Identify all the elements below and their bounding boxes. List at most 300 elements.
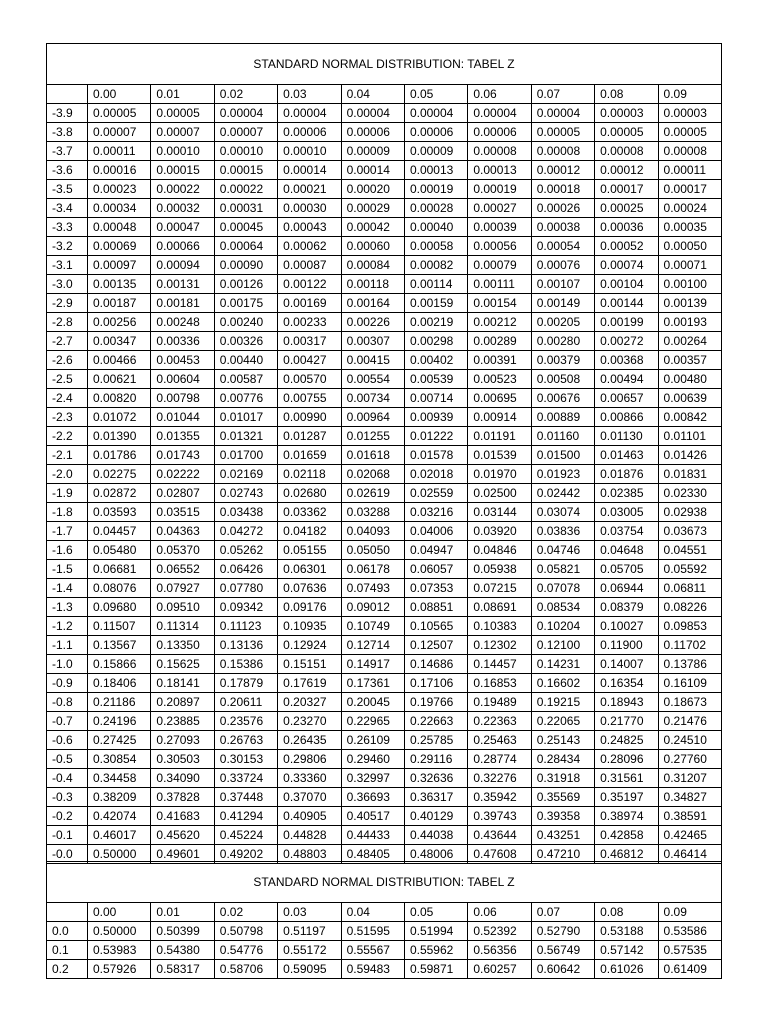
column-header: 0.03 (278, 85, 341, 104)
z-value-cell: -2.0 (47, 465, 88, 484)
probability-cell: 0.00006 (341, 123, 404, 142)
probability-cell: 0.00212 (468, 313, 531, 332)
probability-cell: 0.00023 (88, 180, 151, 199)
probability-cell: 0.00587 (214, 370, 277, 389)
probability-cell: 0.27425 (88, 731, 151, 750)
probability-cell: 0.00094 (151, 256, 214, 275)
probability-cell: 0.02938 (658, 503, 721, 522)
probability-cell: 0.53586 (658, 922, 721, 941)
probability-cell: 0.02068 (341, 465, 404, 484)
probability-cell: 0.00004 (278, 104, 341, 123)
probability-cell: 0.00026 (531, 199, 594, 218)
table-row (47, 256, 722, 275)
probability-cell: 0.00005 (531, 123, 594, 142)
probability-cell: 0.00866 (595, 408, 658, 427)
probability-cell: 0.04648 (595, 541, 658, 560)
probability-cell: 0.03920 (468, 522, 531, 541)
probability-cell: 0.30503 (151, 750, 214, 769)
probability-cell: 0.01321 (214, 427, 277, 446)
column-header: 0.00 (88, 85, 151, 104)
table-row (47, 123, 722, 142)
probability-cell: 0.29806 (278, 750, 341, 769)
table-row (47, 769, 722, 788)
z-value-cell: -1.9 (47, 484, 88, 503)
probability-cell: 0.00272 (595, 332, 658, 351)
probability-cell: 0.14686 (404, 655, 467, 674)
probability-cell: 0.00494 (595, 370, 658, 389)
probability-cell: 0.35942 (468, 788, 531, 807)
probability-cell: 0.00031 (214, 199, 277, 218)
table-row (47, 332, 722, 351)
z-value-cell: -3.5 (47, 180, 88, 199)
z-value-cell: -2.1 (47, 446, 88, 465)
probability-cell: 0.01539 (468, 446, 531, 465)
z-value-cell: -1.8 (47, 503, 88, 522)
probability-cell: 0.00018 (531, 180, 594, 199)
probability-cell: 0.00126 (214, 275, 277, 294)
probability-cell: 0.24825 (595, 731, 658, 750)
probability-cell: 0.13567 (88, 636, 151, 655)
probability-cell: 0.00149 (531, 294, 594, 313)
probability-cell: 0.05938 (468, 560, 531, 579)
probability-cell: 0.28774 (468, 750, 531, 769)
probability-cell: 0.00013 (404, 161, 467, 180)
probability-cell: 0.01191 (468, 427, 531, 446)
probability-cell: 0.55567 (341, 941, 404, 960)
probability-cell: 0.26109 (341, 731, 404, 750)
probability-cell: 0.00029 (341, 199, 404, 218)
probability-cell: 0.00020 (341, 180, 404, 199)
probability-cell: 0.54380 (151, 941, 214, 960)
z-table-negative (46, 43, 722, 864)
probability-cell: 0.19489 (468, 693, 531, 712)
probability-cell: 0.05050 (341, 541, 404, 560)
probability-cell: 0.20045 (341, 693, 404, 712)
probability-cell: 0.08076 (88, 579, 151, 598)
table-row (47, 180, 722, 199)
table-row (47, 104, 722, 123)
probability-cell: 0.00159 (404, 294, 467, 313)
probability-cell: 0.58317 (151, 960, 214, 979)
probability-cell: 0.07353 (404, 579, 467, 598)
probability-cell: 0.00036 (595, 218, 658, 237)
probability-cell: 0.57142 (595, 941, 658, 960)
table-row (47, 275, 722, 294)
probability-cell: 0.35197 (595, 788, 658, 807)
column-header-row (47, 85, 722, 104)
probability-cell: 0.00010 (214, 142, 277, 161)
table-row (47, 522, 722, 541)
probability-cell: 0.04363 (151, 522, 214, 541)
probability-cell: 0.00017 (595, 180, 658, 199)
probability-cell: 0.00043 (278, 218, 341, 237)
probability-cell: 0.00004 (404, 104, 467, 123)
z-value-cell: -3.7 (47, 142, 88, 161)
probability-cell: 0.00006 (468, 123, 531, 142)
probability-cell: 0.38974 (595, 807, 658, 826)
probability-cell: 0.13350 (151, 636, 214, 655)
probability-cell: 0.01500 (531, 446, 594, 465)
probability-cell: 0.00048 (88, 218, 151, 237)
probability-cell: 0.00040 (404, 218, 467, 237)
probability-cell: 0.04846 (468, 541, 531, 560)
probability-cell: 0.48803 (278, 845, 341, 864)
probability-cell: 0.60642 (531, 960, 594, 979)
corner-cell (47, 903, 88, 922)
probability-cell: 0.08379 (595, 598, 658, 617)
probability-cell: 0.10204 (531, 617, 594, 636)
probability-cell: 0.20897 (151, 693, 214, 712)
probability-cell: 0.00039 (468, 218, 531, 237)
probability-cell: 0.14007 (595, 655, 658, 674)
probability-cell: 0.00169 (278, 294, 341, 313)
probability-cell: 0.08691 (468, 598, 531, 617)
probability-cell: 0.00058 (404, 237, 467, 256)
probability-cell: 0.00007 (214, 123, 277, 142)
probability-cell: 0.51197 (278, 922, 341, 941)
probability-cell: 0.00734 (341, 389, 404, 408)
probability-cell: 0.61409 (658, 960, 721, 979)
probability-cell: 0.06178 (341, 560, 404, 579)
probability-cell: 0.00069 (88, 237, 151, 256)
z-value-cell: -2.7 (47, 332, 88, 351)
probability-cell: 0.10565 (404, 617, 467, 636)
probability-cell: 0.10383 (468, 617, 531, 636)
probability-cell: 0.03005 (595, 503, 658, 522)
probability-cell: 0.10027 (595, 617, 658, 636)
table-row (47, 579, 722, 598)
probability-cell: 0.00042 (341, 218, 404, 237)
probability-cell: 0.59871 (404, 960, 467, 979)
probability-cell: 0.39743 (468, 807, 531, 826)
probability-cell: 0.03836 (531, 522, 594, 541)
column-header: 0.01 (151, 85, 214, 104)
probability-cell: 0.05705 (595, 560, 658, 579)
z-value-cell: -3.2 (47, 237, 88, 256)
probability-cell: 0.00005 (88, 104, 151, 123)
probability-cell: 0.11507 (88, 617, 151, 636)
probability-cell: 0.12100 (531, 636, 594, 655)
probability-cell: 0.00964 (341, 408, 404, 427)
probability-cell: 0.00144 (595, 294, 658, 313)
probability-cell: 0.00508 (531, 370, 594, 389)
probability-cell: 0.00032 (151, 199, 214, 218)
probability-cell: 0.00307 (341, 332, 404, 351)
probability-cell: 0.00264 (658, 332, 721, 351)
probability-cell: 0.06811 (658, 579, 721, 598)
probability-cell: 0.20327 (278, 693, 341, 712)
probability-cell: 0.00193 (658, 313, 721, 332)
probability-cell: 0.42858 (595, 826, 658, 845)
probability-cell: 0.00199 (595, 313, 658, 332)
probability-cell: 0.00022 (214, 180, 277, 199)
probability-cell: 0.17879 (214, 674, 277, 693)
probability-cell: 0.00022 (151, 180, 214, 199)
probability-cell: 0.01786 (88, 446, 151, 465)
probability-cell: 0.05821 (531, 560, 594, 579)
probability-cell: 0.00013 (468, 161, 531, 180)
probability-cell: 0.38209 (88, 788, 151, 807)
probability-cell: 0.27760 (658, 750, 721, 769)
probability-cell: 0.01578 (404, 446, 467, 465)
probability-cell: 0.08226 (658, 598, 721, 617)
probability-cell: 0.39358 (531, 807, 594, 826)
probability-cell: 0.02872 (88, 484, 151, 503)
probability-cell: 0.48405 (341, 845, 404, 864)
column-header: 0.04 (341, 85, 404, 104)
table-row (47, 503, 722, 522)
probability-cell: 0.37448 (214, 788, 277, 807)
probability-cell: 0.01876 (595, 465, 658, 484)
probability-cell: 0.00154 (468, 294, 531, 313)
probability-cell: 0.45224 (214, 826, 277, 845)
z-value-cell: -2.3 (47, 408, 88, 427)
probability-cell: 0.02680 (278, 484, 341, 503)
probability-cell: 0.01743 (151, 446, 214, 465)
probability-cell: 0.06426 (214, 560, 277, 579)
probability-cell: 0.34090 (151, 769, 214, 788)
probability-cell: 0.23576 (214, 712, 277, 731)
probability-cell: 0.00676 (531, 389, 594, 408)
probability-cell: 0.05480 (88, 541, 151, 560)
table-title: STANDARD NORMAL DISTRIBUTION: TABEL Z (47, 44, 722, 85)
probability-cell: 0.00009 (341, 142, 404, 161)
probability-cell: 0.35569 (531, 788, 594, 807)
z-value-cell: -3.0 (47, 275, 88, 294)
probability-cell: 0.01255 (341, 427, 404, 446)
probability-cell: 0.00010 (278, 142, 341, 161)
table-row (47, 313, 722, 332)
probability-cell: 0.00326 (214, 332, 277, 351)
table-row (47, 693, 722, 712)
probability-cell: 0.10935 (278, 617, 341, 636)
probability-cell: 0.00005 (595, 123, 658, 142)
column-header: 0.02 (214, 85, 277, 104)
probability-cell: 0.00074 (595, 256, 658, 275)
probability-cell: 0.16853 (468, 674, 531, 693)
probability-cell: 0.09680 (88, 598, 151, 617)
table-title-row (47, 44, 722, 85)
probability-cell: 0.41294 (214, 807, 277, 826)
probability-cell: 0.02442 (531, 484, 594, 503)
probability-cell: 0.40517 (341, 807, 404, 826)
probability-cell: 0.52392 (468, 922, 531, 941)
probability-cell: 0.00021 (278, 180, 341, 199)
probability-cell: 0.00071 (658, 256, 721, 275)
probability-cell: 0.06552 (151, 560, 214, 579)
probability-cell: 0.00011 (88, 142, 151, 161)
probability-cell: 0.03144 (468, 503, 531, 522)
probability-cell: 0.00135 (88, 275, 151, 294)
probability-cell: 0.51595 (341, 922, 404, 941)
probability-cell: 0.00008 (595, 142, 658, 161)
probability-cell: 0.10749 (341, 617, 404, 636)
probability-cell: 0.00280 (531, 332, 594, 351)
probability-cell: 0.20611 (214, 693, 277, 712)
probability-cell: 0.40905 (278, 807, 341, 826)
z-value-cell: -3.4 (47, 199, 88, 218)
table-row (47, 560, 722, 579)
table-row (47, 598, 722, 617)
probability-cell: 0.00289 (468, 332, 531, 351)
table-row (47, 199, 722, 218)
z-value-cell: -2.4 (47, 389, 88, 408)
probability-cell: 0.02500 (468, 484, 531, 503)
probability-cell: 0.32997 (341, 769, 404, 788)
probability-cell: 0.00131 (151, 275, 214, 294)
probability-cell: 0.18406 (88, 674, 151, 693)
probability-cell: 0.00008 (531, 142, 594, 161)
probability-cell: 0.00004 (214, 104, 277, 123)
probability-cell: 0.00570 (278, 370, 341, 389)
probability-cell: 0.00003 (595, 104, 658, 123)
probability-cell: 0.08851 (404, 598, 467, 617)
probability-cell: 0.04006 (404, 522, 467, 541)
probability-cell: 0.06944 (595, 579, 658, 598)
probability-cell: 0.00004 (341, 104, 404, 123)
probability-cell: 0.00050 (658, 237, 721, 256)
column-header: 0.06 (468, 85, 531, 104)
probability-cell: 0.03754 (595, 522, 658, 541)
probability-cell: 0.11123 (214, 617, 277, 636)
probability-cell: 0.00005 (658, 123, 721, 142)
probability-cell: 0.00122 (278, 275, 341, 294)
probability-cell: 0.44828 (278, 826, 341, 845)
probability-cell: 0.14917 (341, 655, 404, 674)
probability-cell: 0.07927 (151, 579, 214, 598)
table-row (47, 389, 722, 408)
probability-cell: 0.49202 (214, 845, 277, 864)
probability-cell: 0.16602 (531, 674, 594, 693)
probability-cell: 0.03216 (404, 503, 467, 522)
probability-cell: 0.46812 (595, 845, 658, 864)
probability-cell: 0.12924 (278, 636, 341, 655)
probability-cell: 0.09012 (341, 598, 404, 617)
z-value-cell: -0.2 (47, 807, 88, 826)
table-row (47, 465, 722, 484)
probability-cell: 0.61026 (595, 960, 658, 979)
probability-cell: 0.14457 (468, 655, 531, 674)
probability-cell: 0.40129 (404, 807, 467, 826)
probability-cell: 0.15151 (278, 655, 341, 674)
probability-cell: 0.23885 (151, 712, 214, 731)
table-row (47, 750, 722, 769)
probability-cell: 0.60257 (468, 960, 531, 979)
probability-cell: 0.02275 (88, 465, 151, 484)
column-header: 0.04 (341, 903, 404, 922)
column-header: 0.05 (404, 903, 467, 922)
probability-cell: 0.21770 (595, 712, 658, 731)
probability-cell: 0.00076 (531, 256, 594, 275)
probability-cell: 0.00175 (214, 294, 277, 313)
probability-cell: 0.00017 (658, 180, 721, 199)
z-value-cell: 0.1 (47, 941, 88, 960)
probability-cell: 0.06681 (88, 560, 151, 579)
probability-cell: 0.00008 (468, 142, 531, 161)
probability-cell: 0.02619 (341, 484, 404, 503)
probability-cell: 0.49601 (151, 845, 214, 864)
probability-cell: 0.00523 (468, 370, 531, 389)
probability-cell: 0.00060 (341, 237, 404, 256)
probability-cell: 0.09176 (278, 598, 341, 617)
probability-cell: 0.00100 (658, 275, 721, 294)
probability-cell: 0.50000 (88, 922, 151, 941)
z-value-cell: 0.2 (47, 960, 88, 979)
probability-cell: 0.04272 (214, 522, 277, 541)
probability-cell: 0.00082 (404, 256, 467, 275)
probability-cell: 0.03074 (531, 503, 594, 522)
probability-cell: 0.00181 (151, 294, 214, 313)
probability-cell: 0.00657 (595, 389, 658, 408)
probability-cell: 0.50399 (151, 922, 214, 941)
probability-cell: 0.33360 (278, 769, 341, 788)
probability-cell: 0.00139 (658, 294, 721, 313)
probability-cell: 0.55962 (404, 941, 467, 960)
probability-cell: 0.31207 (658, 769, 721, 788)
z-value-cell: -2.9 (47, 294, 88, 313)
table-row (47, 655, 722, 674)
probability-cell: 0.00427 (278, 351, 341, 370)
table-row (47, 807, 722, 826)
probability-cell: 0.00008 (658, 142, 721, 161)
z-value-cell: -0.6 (47, 731, 88, 750)
probability-cell: 0.00066 (151, 237, 214, 256)
probability-cell: 0.00990 (278, 408, 341, 427)
z-value-cell: -1.2 (47, 617, 88, 636)
probability-cell: 0.00024 (658, 199, 721, 218)
table-row (47, 446, 722, 465)
probability-cell: 0.00015 (151, 161, 214, 180)
table-row (47, 922, 722, 941)
table-row (47, 960, 722, 979)
probability-cell: 0.00052 (595, 237, 658, 256)
probability-cell: 0.00014 (341, 161, 404, 180)
probability-cell: 0.42465 (658, 826, 721, 845)
probability-cell: 0.03673 (658, 522, 721, 541)
probability-cell: 0.01618 (341, 446, 404, 465)
probability-cell: 0.00164 (341, 294, 404, 313)
probability-cell: 0.46017 (88, 826, 151, 845)
probability-cell: 0.00298 (404, 332, 467, 351)
probability-cell: 0.04947 (404, 541, 467, 560)
probability-cell: 0.43251 (531, 826, 594, 845)
probability-cell: 0.28434 (531, 750, 594, 769)
probability-cell: 0.21476 (658, 712, 721, 731)
probability-cell: 0.00466 (88, 351, 151, 370)
probability-cell: 0.22065 (531, 712, 594, 731)
table-row (47, 294, 722, 313)
probability-cell: 0.00240 (214, 313, 277, 332)
probability-cell: 0.18141 (151, 674, 214, 693)
probability-cell: 0.00016 (88, 161, 151, 180)
probability-cell: 0.41683 (151, 807, 214, 826)
z-value-cell: -2.6 (47, 351, 88, 370)
probability-cell: 0.07215 (468, 579, 531, 598)
table-row (47, 731, 722, 750)
z-value-cell: -0.9 (47, 674, 88, 693)
probability-cell: 0.01390 (88, 427, 151, 446)
probability-cell: 0.03362 (278, 503, 341, 522)
probability-cell: 0.23270 (278, 712, 341, 731)
probability-cell: 0.04093 (341, 522, 404, 541)
probability-cell: 0.43644 (468, 826, 531, 845)
z-value-cell: -1.6 (47, 541, 88, 560)
probability-cell: 0.14231 (531, 655, 594, 674)
probability-cell: 0.33724 (214, 769, 277, 788)
probability-cell: 0.01463 (595, 446, 658, 465)
probability-cell: 0.00003 (658, 104, 721, 123)
table-row (47, 484, 722, 503)
